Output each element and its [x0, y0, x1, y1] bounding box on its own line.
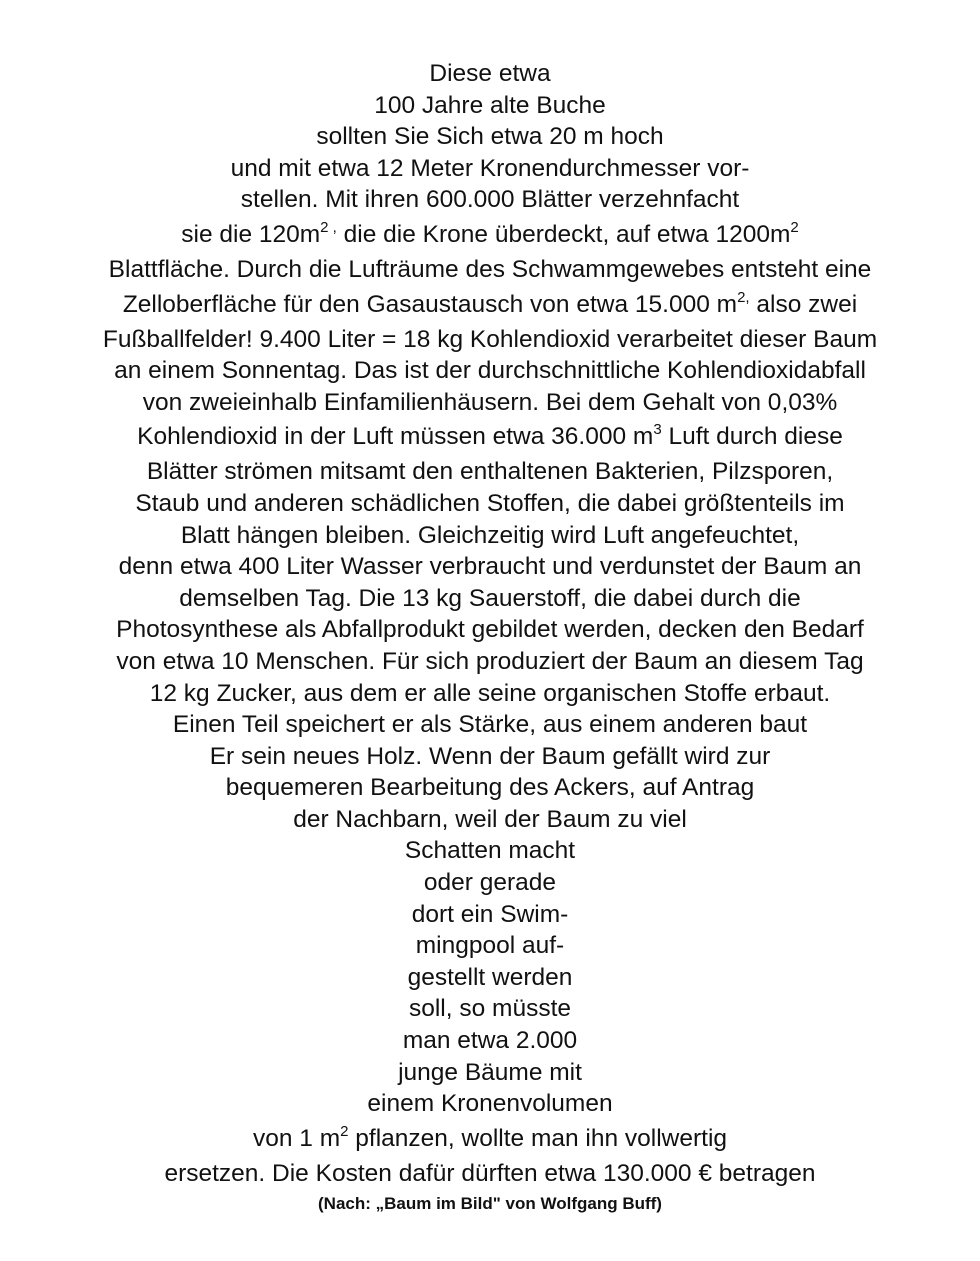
poem-line: Fußballfelder! 9.400 Liter = 18 kg Kohlendioxid verarbeitet dieser Baum: [102, 325, 878, 353]
poem-line: Blattfläche. Durch die Lufträume des Schwammgewebes entsteht eine: [108, 255, 872, 283]
poem-line: [0, 418, 980, 456]
poem-line: Photosynthese als Abfallprodukt gebildet werden, decken den Bedarf: [116, 616, 864, 644]
poem-line: Er sein neues Holz. Wenn der Baum gefällt wird zur: [209, 742, 771, 770]
line-text: also zwei: [749, 290, 858, 318]
source-credit: (Nach: „Baum im Bild" von Wolfgang Buff): [318, 1194, 662, 1213]
superscript: 2,: [737, 288, 750, 306]
poem-line: dort ein Swim-: [411, 900, 569, 928]
poem-line: 100 Jahre alte Buche: [374, 91, 606, 119]
poem-line: soll, so müsste: [408, 995, 572, 1023]
poem-line: Staub und anderen schädlichen Stoffen, die dabei größtenteils im: [135, 489, 845, 517]
poem-line: denn etwa 400 Liter Wasser verbraucht und verdunstet der Baum an: [118, 553, 862, 581]
poem-line: der Nachbarn, weil der Baum zu viel: [293, 805, 687, 833]
poem-line: 12 kg Zucker, aus dem er alle seine organischen Stoffe erbaut.: [149, 679, 831, 707]
line-text: Kohlendioxid in der Luft müssen etwa 36.000 m: [137, 423, 654, 451]
poem-line: junge Bäume mit: [398, 1058, 582, 1086]
poem-line: man etwa 2.000: [402, 1027, 578, 1055]
poem-line: oder gerade: [423, 869, 557, 897]
superscript: 3: [653, 421, 662, 439]
line-text: die die Krone überdeckt, auf etwa 1200m: [336, 220, 791, 248]
line-text: Zelloberfläche für den Gasaustausch von etwa 15.000 m: [122, 290, 738, 318]
line-text: von 1 m: [252, 1124, 341, 1152]
poem-line: Diese etwa: [429, 60, 551, 87]
poem-line: mingpool auf-: [415, 932, 565, 960]
poem-line: gestellt werden: [407, 963, 573, 991]
shape-poem: [0, 58, 980, 1189]
poem-line: sollten Sie Sich etwa 20 m hoch: [316, 123, 664, 151]
poem-line: Blätter strömen mitsamt den enthaltenen Bakterien, Pilzsporen,: [146, 458, 834, 486]
poem-line: von zweieinhalb Einfamilienhäusern. Bei dem Gehalt von 0,03%: [142, 388, 838, 416]
poem-line: [0, 216, 980, 254]
poem-line: bequemeren Bearbeitung des Ackers, auf Antrag: [225, 774, 755, 802]
line-text: Luft durch diese: [661, 423, 843, 451]
poem-line: [0, 1120, 980, 1158]
superscript: 2: [790, 218, 799, 236]
poem-line: Schatten macht: [404, 837, 576, 865]
superscript: 2 ,: [320, 218, 337, 236]
poem-line: von etwa 10 Menschen. Für sich produziert der Baum an diesem Tag: [116, 647, 864, 675]
poem-line: Blatt hängen bleiben. Gleichzeitig wird Luft angefeuchtet,: [180, 521, 800, 549]
poem-line: und mit etwa 12 Meter Kronendurchmesser vor-: [230, 154, 750, 182]
poem-line: einem Kronenvolumen: [367, 1090, 613, 1118]
poem-line: ersetzen. Die Kosten dafür dürften etwa 130.000 € betragen: [164, 1159, 816, 1187]
line-text: pflanzen, wollte man ihn vollwertig: [348, 1124, 728, 1152]
poem-line: [0, 286, 980, 324]
poem-line: an einem Sonnentag. Das ist der durchschnittliche Kohlendioxidabfall: [114, 357, 866, 385]
poem-line: demselben Tag. Die 13 kg Sauerstoff, die dabei durch die: [179, 584, 801, 612]
superscript: 2: [340, 1122, 349, 1140]
line-text: sie die 120m: [181, 220, 321, 248]
poem-line: Einen Teil speichert er als Stärke, aus einem anderen baut: [172, 711, 808, 739]
poem-line: stellen. Mit ihren 600.000 Blätter verzehnfacht: [240, 186, 740, 214]
